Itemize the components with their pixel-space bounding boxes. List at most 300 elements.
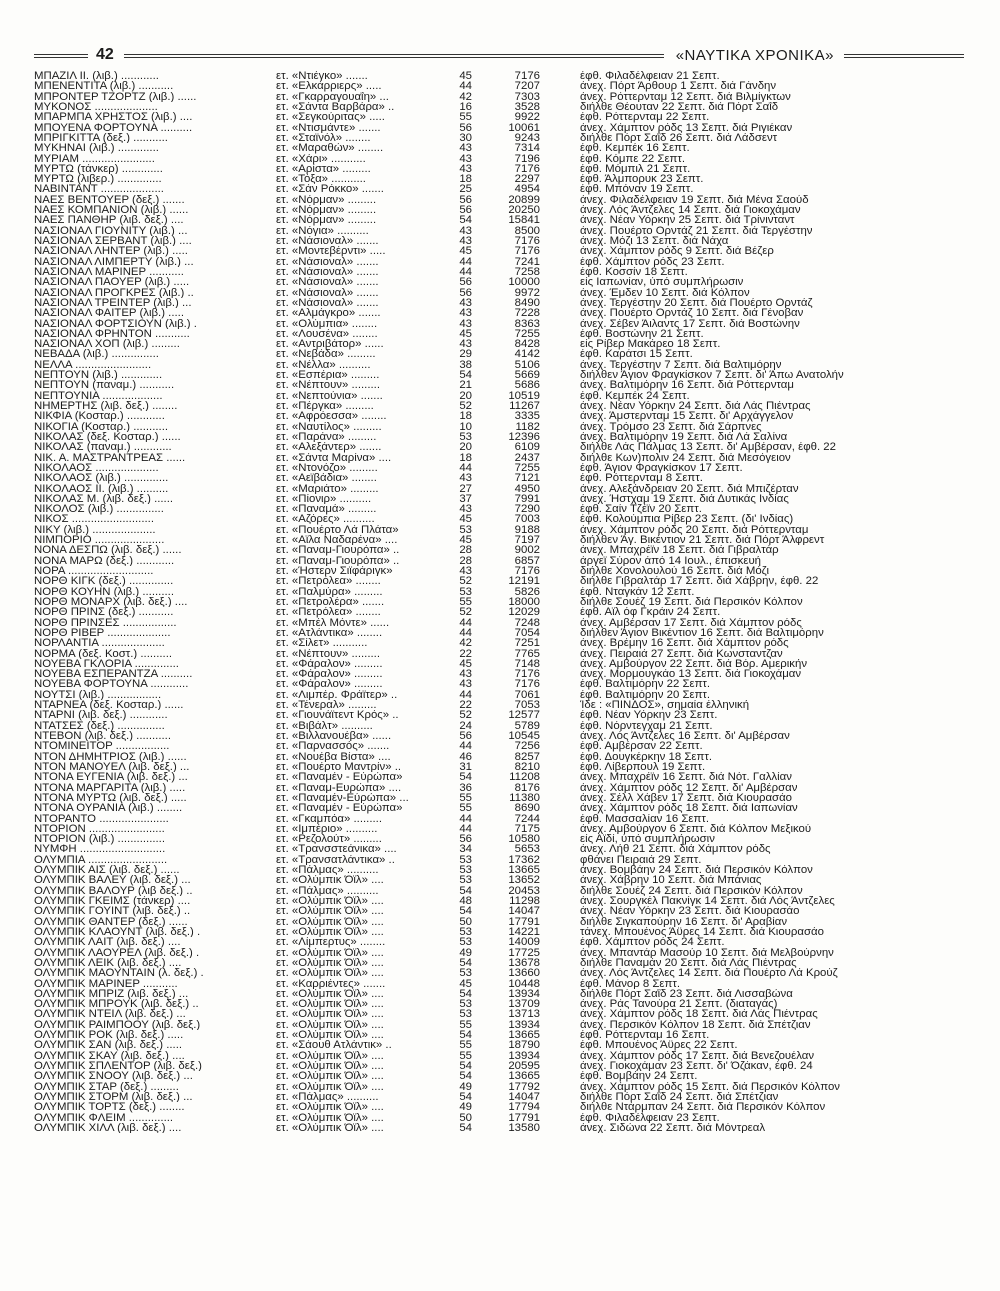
movement-note: άνεχ. Βαλτιμόρην 16 Σεπτ. διά Ρόττερνταμ: [580, 380, 794, 391]
movement-note: άνεχ. Φιλαδέλφειαν 19 Σεπτ. διά Μένα Σαούδ: [580, 194, 809, 206]
tonnage-code: 43: [459, 236, 472, 247]
registered-tons: 13678: [508, 957, 540, 969]
ship-type-name: ετ. «Χάρι» ...........: [276, 153, 366, 164]
ship-type-name: ετ. «Αφρόεσσα» ........: [276, 411, 387, 422]
ship-type-name: ετ. «Εσπέρια» .........: [276, 370, 380, 381]
movement-note: Ίδε : «ΠΙΝΔΟΣ», σημαία έλληνική: [580, 700, 750, 711]
movement-note: άνεχ. Χάμπτον ρόδς 20 Σεπτ. διά Ρόττερνταμ: [580, 524, 809, 536]
movement-note: έφθ. Αμβέρσαν 22 Σεπτ.: [580, 741, 703, 752]
table-row: [34, 401, 964, 411]
tonnage-code: 18: [459, 411, 472, 422]
movement-note: άνεχ. Τρόμσο 23 Σεπτ. διά Σάρπνες: [580, 421, 762, 433]
table-row: [34, 484, 964, 494]
registered-tons: 7148: [514, 658, 540, 670]
registered-tons: 5686: [514, 380, 540, 391]
registered-tons: 17362: [508, 854, 540, 866]
ship-type-name: ετ. «Νεβάδα» .........: [276, 349, 376, 360]
table-row: [34, 1030, 964, 1040]
tonnage-code: 55: [459, 803, 472, 814]
registered-tons: 7248: [514, 617, 540, 628]
table-row: [34, 721, 964, 731]
ship-type-name: ετ. «Ολύμπικ Όϊλ» ....: [276, 1030, 384, 1041]
ship-name: ΝΙΚΟΛΟΣ (λιβ.) ...............: [34, 504, 164, 515]
movement-note: άνεχ. Λός Άντζελες 14 Σεπτ. διά Γιοκοχάμαν: [580, 205, 801, 216]
movement-note: διήλθε Παναμάν 20 Σεπτ. διά Λάς Πιέντρας: [580, 957, 797, 969]
tonnage-code: 30: [459, 132, 472, 144]
ship-type-name: ετ. «Σάντα Βαρβάρα» ..: [276, 101, 395, 113]
header-rule-middle: [124, 54, 664, 58]
movement-note: άνεχ. Περσικόν Κόλπον 18 Σεπτ. διά Σπέτζιαν: [580, 1019, 811, 1031]
ship-type-name: ετ. «Σάουθ Ατλάντικ» ..: [276, 1040, 392, 1051]
tonnage-code: 16: [459, 101, 472, 113]
table-row: [34, 298, 964, 308]
registered-tons: 12191: [508, 576, 540, 587]
tonnage-code: 54: [459, 772, 472, 783]
registered-tons: 13660: [508, 968, 540, 979]
ship-name: ΟΛΥΜΠΙΚ ΡΟΚ (λιβ. δεξ.) .....: [34, 1030, 184, 1041]
ship-name: ΟΛΥΜΠΙΚ ΑΪΣ (λιβ. δεξ.) ......: [34, 865, 180, 876]
registered-tons: 9243: [514, 132, 540, 144]
movement-note: άνεχ. Βρέμην 16 Σεπτ. διά Χάμπτον ρόδς: [580, 638, 789, 649]
tonnage-code: 24: [459, 720, 472, 732]
movement-note: έφθ. Φιλαδέλφειαν 21 Σεπτ.: [580, 71, 720, 82]
ship-type-name: ετ. «Πάλμας» ..........: [276, 1091, 379, 1103]
movement-note: άνεχ. Χάμπτον ρόδς 17 Σεπτ. διά Βενεζουέλαν: [580, 1050, 815, 1062]
ship-type-name: ετ. «Πάλμας» ..........: [276, 885, 379, 897]
ship-type-name: ετ. «Ολύμπικ Όϊλ» ....: [276, 1112, 384, 1123]
ship-name: ΟΛΥΜΠΙΚ ΤΟΡΤΣ (δεξ.) ........: [34, 1102, 185, 1113]
ship-type-name: ετ. «Σάντα Μαρίνα» ....: [276, 452, 392, 463]
ship-type-name: ετ. «Σεγκούριτας» .....: [276, 112, 385, 123]
movement-note: άνεχ. Βομβάην 24 Σεπτ. διά Περσικόν Κόλπον: [580, 865, 813, 876]
table-row: [34, 679, 964, 689]
tonnage-code: 54: [459, 1071, 472, 1082]
movement-note: διήλθε Γιβραλτάρ 17 Σεπτ. διά Χάβρην, έφθ. 22: [580, 576, 819, 587]
table-row: [34, 215, 964, 225]
ship-type-name: ετ. «Φάραλον» .........: [276, 679, 383, 690]
movement-note: έφθ. Μπουένος Άϋρες 22 Σεπτ.: [580, 1040, 738, 1051]
registered-tons: 7765: [514, 648, 540, 659]
table-row: [34, 762, 964, 772]
ship-type-name: ετ. «Νέπτουν» .........: [276, 648, 380, 659]
registered-tons: 7258: [514, 266, 540, 278]
movement-note: άνεχ. Μπαχρέϊν 16 Σεπτ. διά Νότ. Γαλλίαν: [580, 772, 792, 783]
table-row: [34, 442, 964, 452]
ship-name: ΝΕΛΛΑ ........................: [34, 359, 152, 371]
ship-type-name: ετ. «Ολύμπικ Όϊλ» ....: [276, 999, 384, 1010]
ship-name: ΝΑΣΙΟΝΑΛ ΛΙΜΠΕΡΤΥ (λιβ.) ...: [34, 256, 194, 268]
ship-name: ΜΠΡΟΝΤΕΡ ΤΖΟΡΤΖ (λιβ.) ......: [34, 91, 197, 103]
tonnage-code: 43: [459, 308, 472, 319]
tonnage-code: 52: [459, 710, 472, 721]
ship-type-name: ετ. «Παναμ-Ευρώπα» ....: [276, 782, 402, 793]
movement-note: έφθ. Νταγκάν 12 Σεπτ.: [580, 586, 695, 598]
registered-tons: 9972: [514, 287, 540, 298]
ship-name: ΜΠΑΡΜΠΑ ΧΡΗΣΤΟΣ (λιβ.) ....: [34, 112, 193, 123]
tonnage-code: 31: [459, 761, 472, 773]
table-row: [34, 1071, 964, 1081]
tonnage-code: 44: [459, 689, 472, 701]
tonnage-code: 54: [459, 957, 472, 969]
page-number: 42: [96, 46, 114, 63]
ship-name: ΝΤΑΡΝΕΑ (δεξ. Κοσταρ.) ......: [34, 700, 184, 711]
ship-type-name: ετ. «Αζόρες» ..........: [276, 514, 375, 525]
table-row: [34, 504, 964, 514]
ship-type-name: ετ. «Ολύμπικ Όϊλ» ....: [276, 896, 384, 907]
movement-note: έφθ. Φιλαδέλφειαν 23 Σεπτ.: [580, 1112, 720, 1123]
tonnage-code: 43: [459, 669, 472, 680]
registered-tons: 10580: [508, 834, 540, 845]
tonnage-code: 43: [459, 297, 472, 309]
ship-type-name: ετ. «Ρεζολούτ» .........: [276, 834, 382, 845]
ship-name: ΟΛΥΜΠΙΚ ΚΛΑΟΥΝΤ (λιβ. δεξ.) .: [34, 926, 201, 938]
table-row: [34, 731, 964, 741]
table-row: [34, 999, 964, 1009]
tonnage-code: 44: [459, 741, 472, 752]
ship-movements-list: [34, 71, 964, 1133]
ship-name: ΝΤΟΝΑ ΕΥΓΕΝΙΑ (λιβ. δεξ.) ...: [34, 772, 188, 783]
table-row: [34, 556, 964, 566]
table-row: [34, 803, 964, 813]
table-row: [34, 92, 964, 102]
ship-type-name: ετ. «Ολύμπικ Όϊλ» ....: [276, 1122, 384, 1134]
tonnage-code: 54: [459, 988, 472, 1000]
ship-name: ΝΑΕΣ ΒΕΝΤΟΥΕΡ (δεξ.) .......: [34, 194, 185, 206]
ship-type-name: ετ. «Παναμέν-Εύρώπα» ...: [276, 792, 409, 804]
tonnage-code: 44: [459, 462, 472, 474]
ship-name: ΝΥΜΦΗ ...........................: [34, 844, 166, 855]
ship-name: ΝΕΒΑΔΑ (λιβ.) ...............: [34, 349, 159, 360]
ship-type-name: ετ. «Ολύμπικ Όϊλ» ....: [276, 1019, 384, 1031]
tonnage-code: 44: [459, 627, 472, 639]
ship-type-name: ετ. «Σταϊνόλ» ........: [276, 132, 371, 144]
ship-name: ΝΑΣΙΟΝΑΛ ΣΕΡΒΑΝΤ (λιβ.) ....: [34, 236, 192, 247]
ship-name: ΟΛΥΜΠΙΚ ΝΤΕΪΛ (λιβ. δεξ.) ...: [34, 1009, 186, 1020]
tonnage-code: 56: [459, 122, 472, 133]
registered-tons: 7228: [514, 308, 540, 319]
registered-tons: 7176: [514, 246, 540, 257]
tonnage-code: 56: [459, 205, 472, 216]
table-row: [34, 226, 964, 236]
tonnage-code: 53: [459, 865, 472, 876]
movement-note: διήλθε Σιγκαπούρην 16 Σεπτ. δι' Αραβίαν: [580, 916, 788, 928]
registered-tons: 14047: [508, 906, 540, 917]
ship-name: ΝΤΑΡΝΙ (λιβ. δεξ.) ............: [34, 710, 168, 721]
table-row: [34, 288, 964, 298]
registered-tons: 9002: [514, 545, 540, 556]
ship-type-name: ετ. «Ολύμπικ Όϊλ» ....: [276, 1061, 384, 1072]
tonnage-code: 55: [459, 596, 472, 608]
ship-name: ΝΑΣΙΟΝΑΛ ΦΟΡΤΣΙΟΥΝ (λιβ.) .: [34, 318, 197, 329]
registered-tons: 7207: [514, 81, 540, 92]
movement-note: έφθ. Βοστώνην 21 Σεπτ.: [580, 328, 704, 340]
table-row: [34, 649, 964, 659]
table-row: [34, 669, 964, 679]
movement-note: άνεχ. Λός Άντζελες 14 Σεπτ. διά Πουέρτο Λά Κρούζ: [580, 968, 838, 979]
tonnage-code: 45: [459, 514, 472, 525]
registered-tons: 7176: [514, 566, 540, 577]
tonnage-code: 43: [459, 339, 472, 350]
table-row: [34, 1040, 964, 1050]
tonnage-code: 54: [459, 215, 472, 226]
tonnage-code: 20: [459, 390, 472, 402]
table-row: [34, 277, 964, 287]
table-row: [34, 741, 964, 751]
ship-type-name: ετ. «Νόρμαν» .........: [276, 194, 377, 206]
movement-note: έφθ. Μάνορ 8 Σεπτ.: [580, 978, 681, 989]
registered-tons: 20453: [508, 885, 540, 897]
registered-tons: 7241: [514, 256, 540, 268]
ship-name: ΝΙΚΟΛΑΣ (παναμ.) ............: [34, 442, 172, 453]
header-rule-left: [34, 54, 88, 58]
ship-name: ΟΛΥΜΠΙΚ ΓΚΕΪΜΣ (τάνκερ) ....: [34, 896, 191, 907]
ship-name: ΝΑΣΙΟΝΑΛ ΜΑΡΙΝΕΡ ...........: [34, 266, 184, 278]
table-row: [34, 958, 964, 968]
movement-note: διήλθε Πόρτ Σαΐδ 24 Σεπτ. διά Σπέτζιαν: [580, 1091, 779, 1103]
movement-note: άργεϊ Σύρον άπό 14 Ιουλ., έπισκευή: [580, 555, 762, 567]
ship-type-name: ετ. «Πέργκα» .........: [276, 401, 374, 412]
ship-name: ΝΙΚ. Α. ΜΑΣΤΡΑΝΤΡΕΑΣ ......: [34, 452, 186, 463]
tonnage-code: 45: [459, 328, 472, 340]
table-row: [34, 700, 964, 710]
ship-name: ΝΙΚΟΛΑΟΣ ....................: [34, 462, 159, 474]
tonnage-code: 53: [459, 968, 472, 979]
ship-name: ΟΛΥΜΠΙΚ ΛΕΪΚ (λιβ. δεξ.) ....: [34, 957, 182, 969]
movement-note: έφθ. Ρόττερνταμ 22 Σεπτ.: [580, 112, 710, 123]
tonnage-code: 42: [459, 91, 472, 103]
ship-name: ΝΤΟΝΑ ΜΥΡΤΩ (λιβ. δεξ.) .....: [34, 792, 187, 804]
table-row: [34, 349, 964, 359]
ship-type-name: ετ. «Πουέρτο Μαντρίν» ..: [276, 761, 402, 773]
ship-name: ΝΤΟΡΙΟΝ ........................: [34, 823, 165, 835]
registered-tons: 13713: [508, 1009, 540, 1020]
ship-name: ΝΤΑΤΣΕΣ (δεξ.) ...............: [34, 720, 165, 732]
ship-name: ΝΗΜΕΡΤΗΣ (λιβ. δεξ.) ........: [34, 401, 178, 412]
tonnage-code: 38: [459, 359, 472, 371]
table-row: [34, 1061, 964, 1071]
tonnage-code: 37: [459, 493, 472, 505]
ship-type-name: ετ. «Νόρμαν» .........: [276, 215, 377, 226]
ship-name: ΟΛΥΜΠΙΚ ΣΚΑΫ (λιβ. δεξ.) ....: [34, 1050, 185, 1062]
table-row: [34, 1102, 964, 1112]
movement-note: άνεχ. Άμστερνταμ 15 Σεπτ. δι' Αρχάγγελον: [580, 411, 794, 422]
registered-tons: 7991: [514, 493, 540, 505]
registered-tons: 6109: [514, 442, 540, 453]
ship-type-name: ετ. «Ολύμπικ Όϊλ» ....: [276, 1081, 384, 1093]
tonnage-code: 54: [459, 885, 472, 897]
ship-name: ΝΑΒΙΝΤΑΝΤ ....................: [34, 184, 164, 195]
ship-name: ΜΠΑΖΙΛ ΙΙ. (λιβ.) ............: [34, 71, 159, 82]
ship-name: ΝΤΟΝ ΜΑΝΟΥΕΛ (λιβ. δεξ.) ...: [34, 761, 190, 773]
movement-note: έφθ. Λίβερπουλ 19 Σεπτ.: [580, 761, 706, 773]
ship-type-name: ετ. «Λίμπερτυς» ........: [276, 937, 386, 948]
registered-tons: 5669: [514, 370, 540, 381]
ship-name: ΟΛΥΜΠΙΚ ΣΝΟΟΥ (λιβ. δεξ.) ...: [34, 1071, 193, 1082]
registered-tons: 7176: [514, 236, 540, 247]
registered-tons: 7176: [514, 163, 540, 175]
ship-name: ΝΟΡΘ ΡΙΒΕΡ ....................: [34, 627, 171, 639]
registered-tons: 11298: [509, 896, 540, 907]
ship-name: ΝΑΕΣ ΠΑΝΘΗΡ (λιβ. δεξ.) ....: [34, 215, 184, 226]
ship-type-name: ετ. «Αλμάγκρο» .......: [276, 308, 381, 319]
tonnage-code: 53: [459, 937, 472, 948]
table-row: [34, 989, 964, 999]
registered-tons: 8490: [514, 297, 540, 309]
table-row: [34, 360, 964, 370]
ship-name: ΟΛΥΜΠΙΑ .........................: [34, 854, 168, 866]
movement-note: είς Αϊδί, ύπό συμπλήρωσιν: [580, 834, 715, 845]
ship-type-name: ετ. «Ολύμπικ Όϊλ» ....: [276, 1102, 384, 1113]
ship-name: ΝΟΥΕΒΑ ΦΟΡΤΟΥΝΑ ............: [34, 679, 189, 690]
tonnage-code: 54: [459, 1030, 472, 1041]
movement-note: έφθ. Κεμπέκ 16 Σεπτ.: [580, 143, 690, 154]
movement-note: άνεχ. Μορμουγκάο 13 Σεπτ. διά Γιοκοχάμαν: [580, 669, 802, 680]
tonnage-code: 45: [459, 658, 472, 670]
table-row: [34, 917, 964, 927]
ship-name: ΟΛΥΜΠΙΚ ΦΛΕΪΜ ..............: [34, 1112, 174, 1123]
table-row: [34, 968, 964, 978]
ship-name: ΝΙΚΟΣ ..........................: [34, 514, 154, 525]
table-row: [34, 979, 964, 989]
registered-tons: 11267: [509, 401, 540, 412]
movement-note: έφθ. Δουγκέρκην 18 Σεπτ.: [580, 751, 712, 763]
table-row: [34, 257, 964, 267]
registered-tons: 13934: [508, 988, 540, 1000]
tonnage-code: 45: [459, 71, 472, 82]
tonnage-code: 44: [459, 617, 472, 628]
movement-note: άνεχ. Χάμπτον ρόδς 18 Σεπτ. διά Λάς Πιέντρας: [580, 1009, 818, 1020]
movement-note: έφθ. Μπόναν 19 Σεπτ.: [580, 184, 694, 195]
tonnage-code: 54: [459, 1061, 472, 1072]
table-row: [34, 102, 964, 112]
registered-tons: 1182: [515, 421, 540, 433]
movement-note: άνεχ. Χάμπτον ρόδς 13 Σεπτ. διά Ριγιέκαν: [580, 122, 793, 133]
tonnage-code: 22: [459, 700, 472, 711]
tonnage-code: 53: [459, 1009, 472, 1020]
ship-type-name: ετ. «Παναμ-Γιουρόπα» ..: [276, 555, 400, 567]
ship-type-name: ετ. «Ολύμπικ Όϊλ» ....: [276, 1009, 384, 1020]
registered-tons: 3528: [514, 101, 540, 113]
tonnage-code: 56: [459, 194, 472, 206]
tonnage-code: 21: [459, 380, 472, 391]
table-row: [34, 1051, 964, 1061]
ship-type-name: ετ. «Ήστερν Σιϊφάριγκ»: [276, 566, 393, 577]
movement-note: άνεχ. Έμδεν 10 Σεπτ. διά Κόλπον: [580, 287, 750, 298]
registered-tons: 7196: [514, 153, 540, 164]
ship-type-name: ετ. «Νάσιοναλ» .......: [276, 287, 379, 298]
registered-tons: 20899: [508, 194, 540, 206]
ship-type-name: ετ. «Ολύμπικ Όϊλ» ....: [276, 1050, 384, 1062]
header-rule-right: [844, 54, 964, 58]
registered-tons: 11208: [509, 772, 540, 783]
ship-name: ΟΛΥΜΠΙΚ ΣΤΟΡΜ (λιβ. δεξ.) ...: [34, 1091, 193, 1103]
table-row: [34, 824, 964, 834]
ship-name: ΜΠΡΙΓΚΙΤΤΑ (δεξ.) ...........: [34, 132, 168, 144]
movement-note: διήλθεν Άγ. Βικέντιον 21 Σεπτ. διά Πόρτ Άλφρεντ: [580, 535, 825, 546]
table-row: [34, 927, 964, 937]
movement-note: άνεχ. Νέαν Υόρκην 24 Σεπτ. διά Λάς Πιέντρας: [580, 401, 811, 412]
movement-note: άνεχ. Ράς Τανούρα 21 Σεπτ. (διαταγάς): [580, 999, 778, 1010]
ship-type-name: ετ. «Παναμ-Γιουρόπα» ..: [276, 545, 400, 556]
tonnage-code: 53: [459, 926, 472, 938]
table-row: [34, 906, 964, 916]
ship-type-name: ετ. «Νουέβα Βίστα» ....: [276, 751, 391, 763]
table-row: [34, 236, 964, 246]
movement-note: άνεχ. Γιοκοχάμαν 23 Σεπτ. δι' Όζάκαν, έφθ. 24: [580, 1061, 813, 1072]
registered-tons: 6857: [514, 555, 540, 567]
movement-note: έφθ. Νόρντεγχαμ 21 Σεπτ.: [580, 720, 713, 732]
tonnage-code: 49: [459, 947, 472, 958]
table-row: [34, 1123, 964, 1133]
movement-note: έφθ. Άλμπορυκ 23 Σεπτ.: [580, 174, 704, 185]
tonnage-code: 43: [459, 679, 472, 690]
ship-type-name: ετ. «Βιβάλτ» ..........: [276, 720, 373, 732]
tonnage-code: 56: [459, 731, 472, 742]
movement-note: έφθ. Αϊλ όφ Γκράιν 24 Σεπτ.: [580, 607, 721, 618]
registered-tons: 13665: [508, 1071, 540, 1082]
ship-type-name: ετ. «Αρίστα» .........: [276, 163, 371, 175]
ship-name: ΝΟΡΘ ΜΟΝΑΡΧ (λιβ. δεξ.) ....: [34, 596, 188, 608]
registered-tons: 14221: [508, 926, 540, 938]
ship-type-name: ετ. «Αντριβάτορ» ......: [276, 339, 384, 350]
registered-tons: 8690: [514, 803, 540, 814]
ship-name: ΝΑΣΙΟΝΑΛ ΛΗΝΤΕΡ (λιβ.) .....: [34, 246, 188, 257]
registered-tons: 7255: [514, 462, 540, 474]
tonnage-code: 45: [459, 246, 472, 257]
registered-tons: 7061: [514, 689, 540, 701]
tonnage-code: 28: [459, 555, 472, 567]
table-row: [34, 81, 964, 91]
table-row: [34, 875, 964, 885]
tonnage-code: 44: [459, 823, 472, 835]
registered-tons: 7255: [514, 328, 540, 340]
tonnage-code: 55: [459, 1040, 472, 1051]
movement-note: άνεχ. Πουέρτο Ορντάζ 10 Σεπτ. διά Γένοβαν: [580, 308, 804, 319]
ship-type-name: ετ. «Ναυτίλος» .........: [276, 421, 382, 433]
tonnage-code: 20: [459, 442, 472, 453]
registered-tons: 2297: [514, 174, 540, 185]
page-header: [34, 46, 964, 68]
ship-type-name: ετ. «Πετρόλεα» ........: [276, 576, 381, 587]
tonnage-code: 55: [459, 1019, 472, 1031]
movement-note: άνεχ. Χάμπτον ρόδς 18 Σεπτ. διά Ιαπωνίαν: [580, 803, 798, 814]
registered-tons: 4954: [514, 184, 540, 195]
ship-name: ΟΛΥΜΠΙΚ ΡΑΙΜΠΟΟΥ (λιβ. δεξ.): [34, 1019, 201, 1031]
ship-name: ΝΑΣΙΟΝΑΛ ΤΡΕΪΝΤΕΡ (λιβ.) ...: [34, 297, 192, 309]
tonnage-code: 44: [459, 813, 472, 824]
movement-note: διήλθε Πόρτ Σαΐδ 23 Σεπτ. διά Λισσαβώνα: [580, 988, 793, 1000]
registered-tons: 5653: [514, 844, 540, 855]
tonnage-code: 10: [459, 421, 472, 433]
tonnage-code: 53: [459, 999, 472, 1010]
ship-type-name: ετ. «Παναμέν - Εύρώπα»: [276, 803, 403, 814]
table-row: [34, 793, 964, 803]
movement-note: άνεχ. Σέλλ Χάβεν 17 Σεπτ. διά Κιουρασάο: [580, 792, 792, 804]
registered-tons: 5106: [514, 359, 540, 371]
ship-name: ΝΤΕΒΟΝ (λιβ. δεξ.) ...........: [34, 731, 171, 742]
registered-tons: 17791: [508, 1112, 540, 1123]
ship-name: ΝΤΟΜΙΝΕΪΤΟΡ .................: [34, 741, 170, 752]
tonnage-code: 56: [459, 287, 472, 298]
registered-tons: 4950: [514, 483, 540, 494]
ship-type-name: ετ. «Πουέρτο Λά Πλάτα»: [276, 524, 399, 536]
ship-name: ΜΥΚΗΝΑΙ (λιβ.) .............: [34, 143, 159, 154]
table-row: [34, 844, 964, 854]
table-row: [34, 525, 964, 535]
ship-name: ΝΟΥΕΒΑ ΕΣΠΕΡΑΝΤΖΑ ..........: [34, 669, 193, 680]
movement-note: έφθ. Σαίν Τζέϊν 20 Σεπτ.: [580, 504, 702, 515]
ship-type-name: ετ. «Ιμπέριο» ..........: [276, 823, 378, 835]
